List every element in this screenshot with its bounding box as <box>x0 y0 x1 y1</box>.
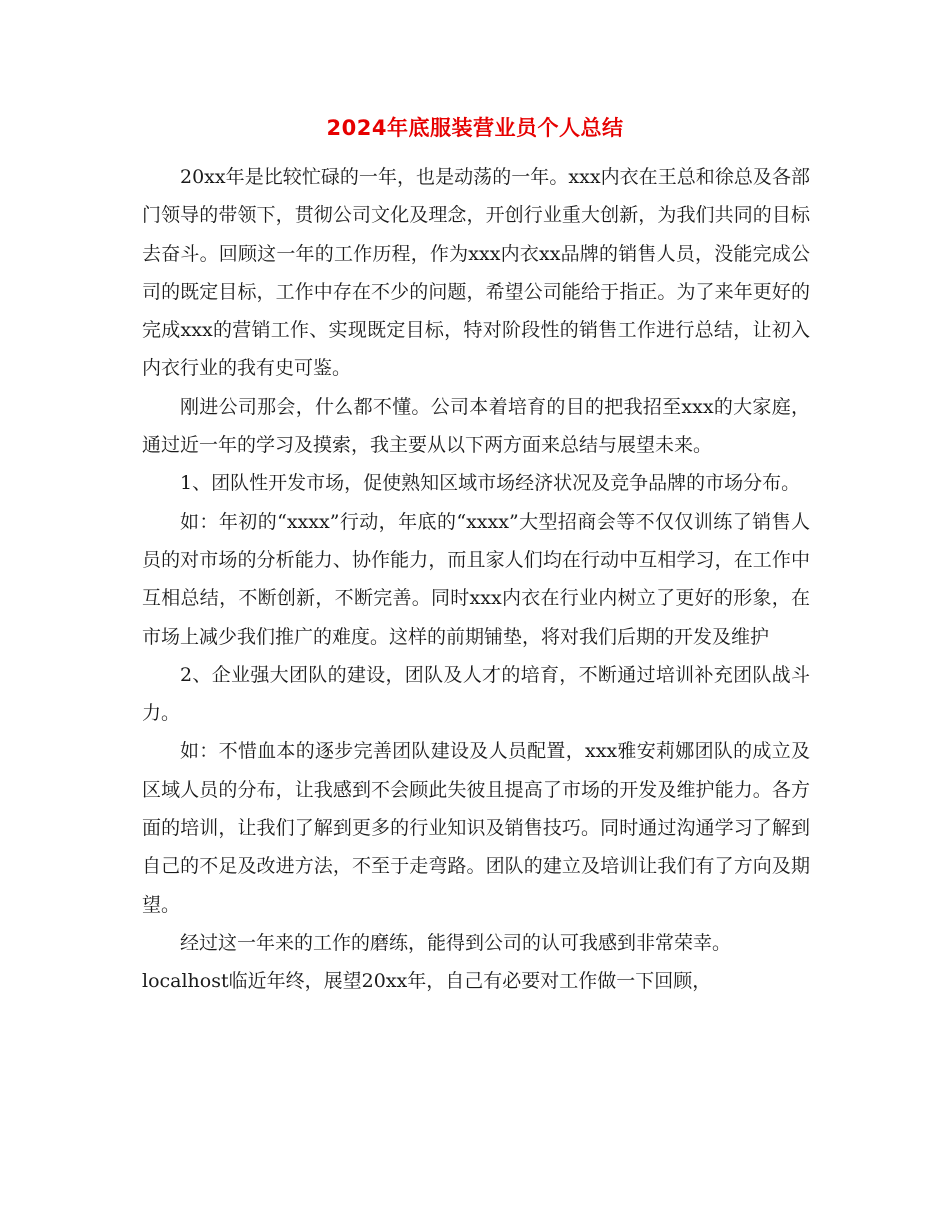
document-title: 2024年底服装营业员个人总结 <box>326 116 624 140</box>
paragraph-4: 如：年初的“xxxx”行动，年底的“xxxx”大型招商会等不仅仅训练了销售人员的对市场的分析能力、协作能力，而且家人们均在行动中互相学习，在工作中互相总结，不断创新，不断完善。同时xxx内衣在行业内树立了更好的形象，在市场上减少我们推广的难度。这样的前期铺垫，将对我们后期的开发及维护 <box>142 510 810 648</box>
paragraph-1: 20xx年是比较忙碌的一年，也是动荡的一年。xxx内衣在王总和徐总及各部门领导的带领下，贯彻公司文化及理念，开创行业重大创新，为我们共同的目标去奋斗。回顾这一年的工作历程，作为xxx内衣xx品牌的销售人员，没能完成公司的既定目标，工作中存在不少的问题，希望公司能给于指正。为了来年更好的完成xxx的营销工作、实现既定目标，特对阶段性的销售工作进行总结，让初入内衣行业的我有史可鉴。 <box>142 166 810 380</box>
paragraph-8: localhost临近年终，展望20xx年，自己有必要对工作做一下回顾， <box>142 970 712 993</box>
paragraph-5: 2、企业强大团队的建设，团队及人才的培育，不断通过培训补充团队战斗力。 <box>142 663 810 725</box>
paragraph-6: 如：不惜血本的逐步完善团队建设及人员配置，xxx雅安莉娜团队的成立及区域人员的分布，让我感到不会顾此失彼且提高了市场的开发及维护能力。各方面的培训，让我们了解到更多的行业知识及销售技巧。同时通过沟通学习了解到自己的不足及改进方法，不至于走弯路。团队的建立及培训让我们有了方向及期望。 <box>142 740 810 916</box>
paragraph-2: 刚进公司那会，什么都不懂。公司本着培育的目的把我招至xxx的大家庭，通过近一年的学习及摸索，我主要从以下两方面来总结与展望未来。 <box>142 395 810 457</box>
paragraph-3: 1、团队性开发市场，促使熟知区域市场经济状况及竞争品牌的市场分布。 <box>180 472 801 495</box>
paragraph-7: 经过这一年来的工作的磨练，能得到公司的认可我感到非常荣幸。 <box>180 931 732 954</box>
document-body <box>142 158 810 1001</box>
